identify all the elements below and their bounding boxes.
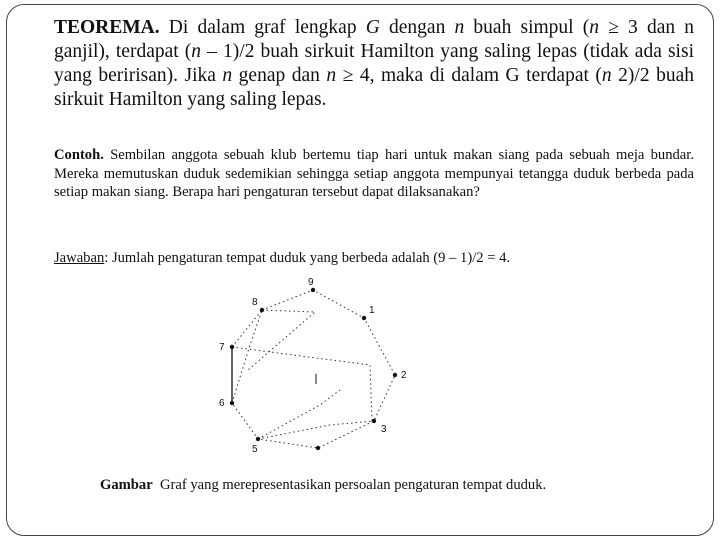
graph-edges [258,390,340,439]
node-label: 9 [308,277,314,288]
caption-text: Graf yang merepresentasikan persoalan pengaturan tempat duduk. [152,477,547,493]
theorem-heading: TEOREMA. [54,17,160,38]
node-9 [311,288,315,292]
node-label: 8 [252,297,258,308]
figure-caption [100,477,546,494]
node-label: 1 [369,305,375,316]
node-1 [362,316,366,320]
node-label: 2 [401,370,407,381]
var: n [454,17,465,38]
graph-edges [232,310,262,403]
node-3 [372,419,376,423]
graph-edges [232,347,372,421]
var: n [589,17,599,38]
node-7 [230,345,234,349]
text: 2)/2 buah sirkuit Hamilton yang saling lepas. [54,65,694,110]
graph-edges [258,421,374,439]
text: genap dan [232,65,327,86]
text: ≥ 3 dan n ganjil), terdapat ( [54,17,695,62]
text: ≥ 4, maka di dalam G terdapat ( [336,65,602,86]
node-label: 6 [219,398,225,409]
node-5 [256,437,260,441]
node-8 [260,308,264,312]
node-6 [230,401,234,405]
var: n [191,41,202,62]
text: Di dalam graf lengkap [159,17,366,38]
node-label: 7 [219,342,225,353]
node-4 [316,446,320,450]
example-text: Sembilan anggota sebuah klub bertemu tiap hari untuk makan siang pada sebuah meja bundar. Mereka memutuskan duduk sedemikian sehingga setiap anggota mempunyai tetangga duduk berbeda pada setiap makan siang. Berapa hari pengaturan tersebut dapat dilaksanakan? [54,147,694,200]
node-label: 3 [381,424,387,435]
node-2 [393,373,397,377]
caption-label: Gambar [100,477,153,493]
answer-text: : Jumlah pengaturan tempat duduk yang berbeda adalah (9 – 1)/2 = 4. [104,250,511,266]
graph-edges [248,310,315,370]
text: – 1)/2 buah sirkuit Hamilton yang saling lepas (tidak ada sisi yang beririsan). Jika [54,41,694,86]
var: n [222,65,233,86]
graph-edge [232,310,262,347]
var: n [326,65,337,86]
text: buah simpul ( [464,17,590,38]
answer-label: Jawaban [54,250,105,266]
node-label: 5 [252,444,258,455]
text: dengan [379,17,455,38]
var: n [601,65,612,86]
var: G [365,17,380,38]
example-heading: Contoh. [54,147,104,163]
